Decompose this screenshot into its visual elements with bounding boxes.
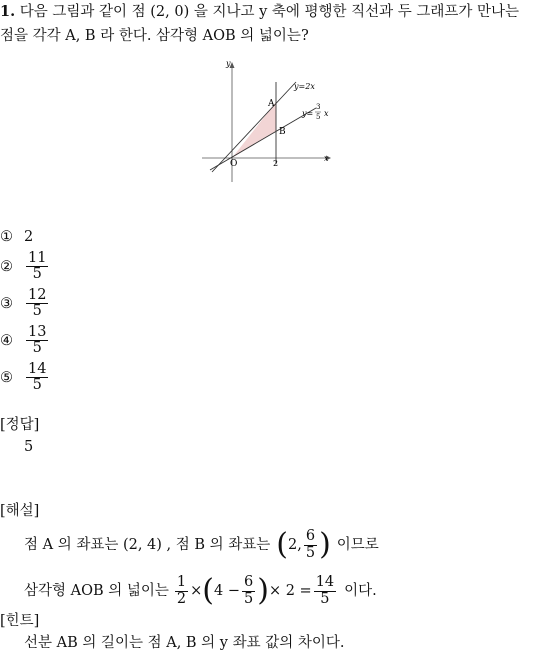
choice-4[interactable]	[0, 322, 50, 359]
explanation-line-2: 삼각형 AOB 의 넓이는 $\frac{1}{2}$ × ( 4 − $\frac{6}{5}$ ) × 2 = $\frac{14}{5}$ 이다.	[24, 573, 377, 608]
line2-den: 5	[316, 113, 321, 121]
choice-1[interactable]	[0, 226, 50, 248]
explanation-text: 점 A 의 좌표는 (2, 4) , 점 B 의 좌표는	[24, 537, 271, 553]
choice-mark: ③	[0, 295, 13, 312]
explanation-text: × 2 =	[268, 583, 312, 599]
hint-section	[0, 610, 344, 654]
choice-value: 2	[24, 229, 34, 245]
line1-label: y=2x	[294, 82, 315, 91]
hint-header: [힌트]	[0, 613, 40, 629]
question	[0, 0, 530, 48]
y-axis-label: y	[226, 59, 231, 68]
choice-mark: ①	[0, 229, 13, 245]
question-number: 1.	[0, 3, 16, 20]
explanation-text: 이다.	[344, 583, 377, 599]
answer-header: [정답]	[0, 417, 40, 433]
choice-mark: ④	[0, 332, 13, 349]
line2-var: x	[324, 109, 329, 118]
choices-list	[0, 226, 50, 396]
choice-3[interactable]	[0, 285, 50, 322]
explanation-header: [해설]	[0, 503, 40, 519]
answer-section	[0, 414, 39, 458]
explanation-fraction: $\frac{6}{5}$	[305, 528, 316, 561]
explanation-section	[0, 500, 379, 614]
explanation-text: 4 −	[214, 583, 240, 599]
line2-num: 3	[316, 103, 321, 111]
explanation-text: 2,	[288, 537, 302, 553]
choice-fraction: $\frac{13}{5}$	[28, 323, 47, 356]
point-b-label: B	[279, 127, 286, 137]
tick-x-2: 2	[273, 159, 279, 168]
x-axis-label: x	[324, 154, 329, 163]
question-text: 다음 그림과 같이 점 (2, 0) 을 지나고 y 축에 평행한 직선과 두 그래프가 만나는 점을 각각 A, B 라 한다. 삼각형 AOB 의 넓이는?	[0, 4, 520, 44]
choice-fraction: $\frac{14}{5}$	[28, 360, 47, 393]
explanation-line-1: 점 A 의 좌표는 (2, 4) , 점 B 의 좌표는 ( 2, $\frac{6}{5}$ ) 이므로	[24, 527, 379, 562]
explanation-text: 이므로	[336, 537, 379, 553]
choice-mark: ⑤	[0, 369, 13, 386]
explanation-fraction: $\frac{1}{2}$	[176, 574, 187, 607]
explanation-text: 삼각형 AOB 의 넓이는	[24, 583, 169, 599]
explanation-fraction: $\frac{14}{5}$	[315, 574, 335, 607]
choice-2[interactable]	[0, 248, 50, 285]
point-a-label: A	[268, 99, 275, 109]
choice-mark: ②	[0, 258, 13, 275]
explanation-fraction: $\frac{6}{5}$	[243, 574, 254, 607]
choice-5[interactable]	[0, 359, 50, 396]
choice-fraction: $\frac{12}{5}$	[28, 286, 47, 319]
graph-figure	[198, 56, 338, 186]
line2-label-left: y=	[302, 109, 314, 118]
origin-label: O	[230, 159, 238, 169]
answer-value: 5	[24, 439, 34, 455]
hint-text: 선분 AB 의 길이는 점 A, B 의 y 좌표 값의 차이다.	[24, 635, 345, 651]
explanation-text: ×	[190, 583, 203, 599]
choice-fraction: $\frac{11}{5}$	[28, 249, 47, 282]
